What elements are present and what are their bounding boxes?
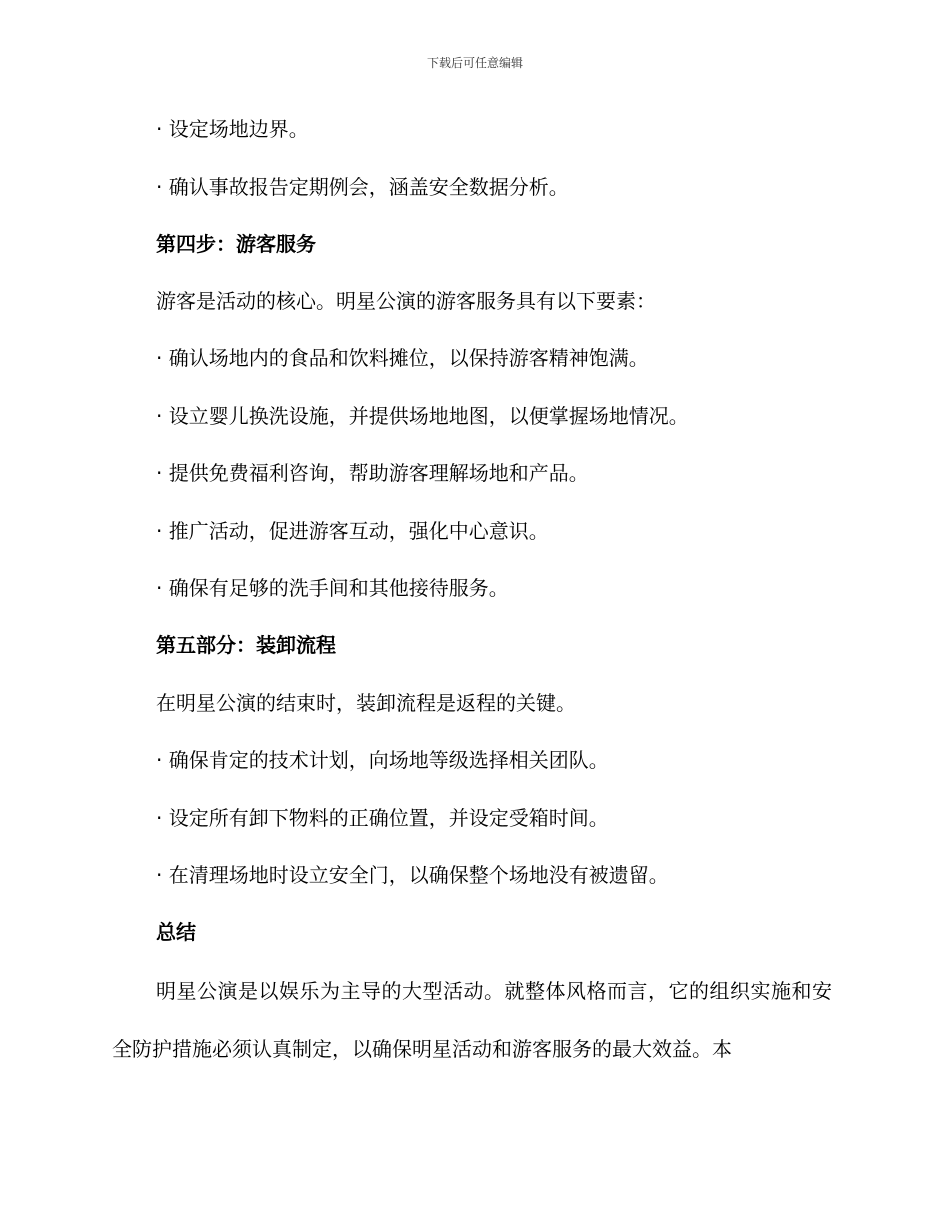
bullet-item: · 确认场地内的食品和饮料摊位，以保持游客精神饱满。 (156, 346, 649, 370)
bullet-item: · 确认事故报告定期例会，涵盖安全数据分析。 (156, 175, 569, 199)
section-heading: 总结 (156, 920, 196, 944)
section-heading: 第四步：游客服务 (156, 232, 316, 256)
bullet-item: · 设定场地边界。 (156, 117, 309, 141)
bullet-item: · 确保肯定的技术计划，向场地等级选择相关团队。 (156, 748, 609, 772)
bullet-item: · 提供免费福利咨询，帮助游客理解场地和产品。 (156, 461, 589, 485)
bullet-item: · 设立婴儿换洗设施，并提供场地地图，以便掌握场地情况。 (156, 404, 689, 428)
summary-paragraph: 明星公演是以娱乐为主导的大型活动。就整体风格而言，它的组织实施和安全防护措施必须认真制定，以确保明星活动和游客服务的最大效益。本 (112, 979, 832, 1061)
bullet-item: · 推广活动，促进游客互动，强化中心意识。 (156, 519, 549, 543)
intro-text: 在明星公演的结束时，装卸流程是返程的关键。 (156, 691, 576, 715)
page-header-note: 下载后可任意编辑 (426, 56, 523, 70)
bullet-item: · 在清理场地时设立安全门，以确保整个场地没有被遗留。 (156, 863, 669, 887)
intro-text: 游客是活动的核心。明星公演的游客服务具有以下要素： (156, 289, 656, 313)
section-heading: 第五部分：装卸流程 (156, 633, 336, 657)
bullet-item: · 设定所有卸下物料的正确位置，并设定受箱时间。 (156, 806, 609, 830)
bullet-item: · 确保有足够的洗手间和其他接待服务。 (156, 576, 509, 600)
